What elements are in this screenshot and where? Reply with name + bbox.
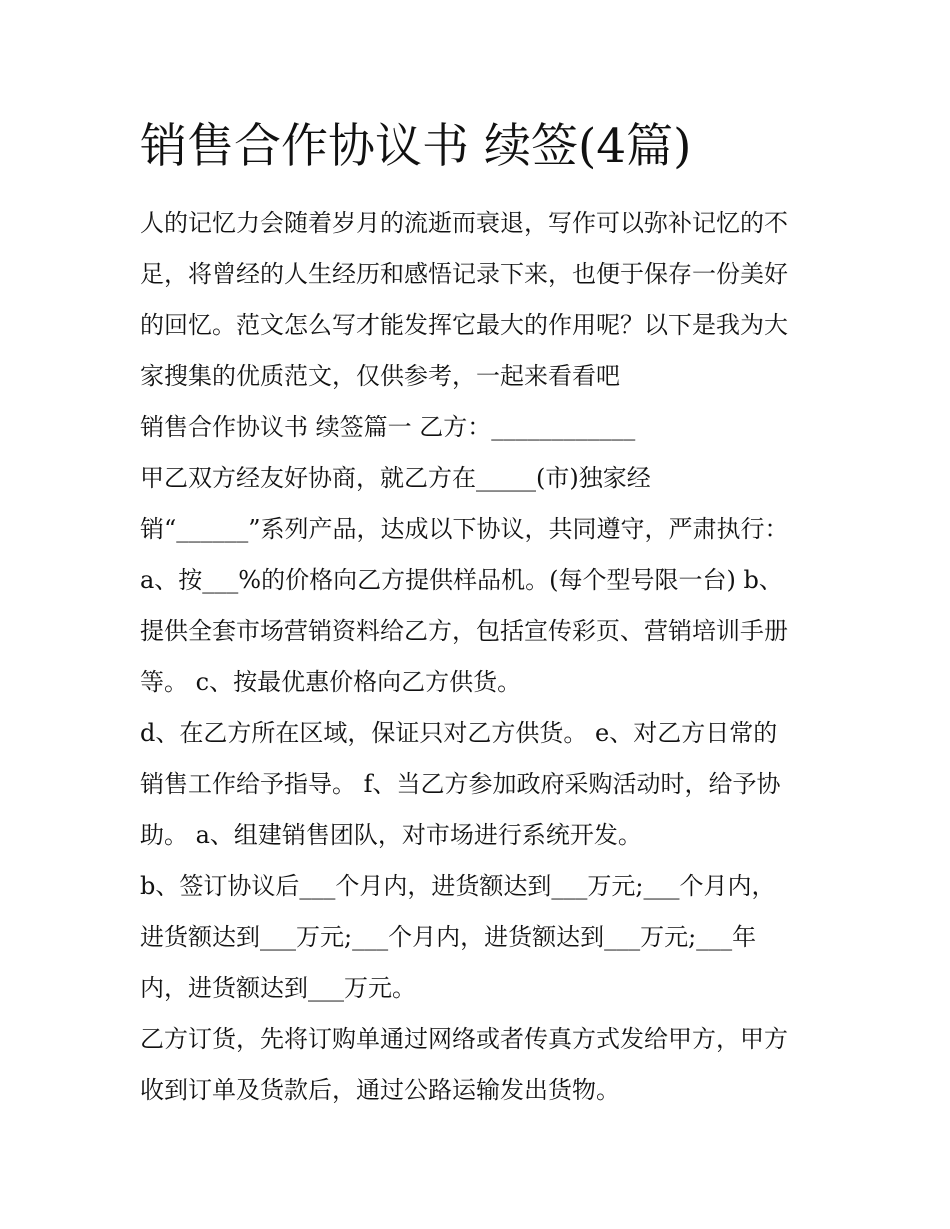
paragraph-line: d、在乙方所在区域，保证只对乙方供货。 e、对乙方日常的 <box>140 719 778 747</box>
paragraph-line: 足，将曾经的人生经历和感悟记录下来，也便于保存一份美好 <box>140 260 788 288</box>
paragraph-line: 家搜集的优质范文，仅供参考，一起来看看吧 <box>140 362 620 390</box>
paragraph-line: 销售工作给予指导。 f、当乙方参加政府采购活动时，给予协 <box>140 770 781 798</box>
paragraph-line: a、按___%的价格向乙方提供样品机。(每个型号限一台) b、 <box>140 566 783 594</box>
paragraph-line: 的回忆。范文怎么写才能发挥它最大的作用呢？以下是我为大 <box>140 311 788 339</box>
paragraph-line: 销“______”系列产品，达成以下协议，共同遵守，严肃执行： <box>140 515 789 543</box>
paragraph-line: 提供全套市场营销资料给乙方，包括宣传彩页、营销培训手册 <box>140 617 788 645</box>
section-heading-line: 销售合作协议书 续签篇一 乙方：____________ <box>140 413 636 441</box>
paragraph-line: 内，进货额达到___万元。 <box>140 974 416 1002</box>
paragraph-line: 助。 a、组建销售团队，对市场进行系统开发。 <box>140 821 642 849</box>
document-title: 销售合作协议书 续签(4篇) <box>140 119 692 174</box>
paragraph-line: 等。 c、按最优惠价格向乙方供货。 <box>140 668 522 696</box>
paragraph-line: 进货额达到___万元;___个月内，进货额达到___万元;___年 <box>140 923 757 951</box>
paragraph-line: 甲乙双方经友好协商，就乙方在_____(市)独家经 <box>140 464 651 492</box>
paragraph-line: 乙方订货，先将订购单通过网络或者传真方式发给甲方，甲方 <box>140 1025 788 1053</box>
paragraph-line: b、签订协议后___个月内，进货额达到___万元;___个月内， <box>140 872 776 900</box>
paragraph-line: 人的记忆力会随着岁月的流逝而衰退，写作可以弥补记忆的不 <box>140 209 788 237</box>
paragraph-line: 收到订单及货款后，通过公路运输发出货物。 <box>140 1076 620 1104</box>
